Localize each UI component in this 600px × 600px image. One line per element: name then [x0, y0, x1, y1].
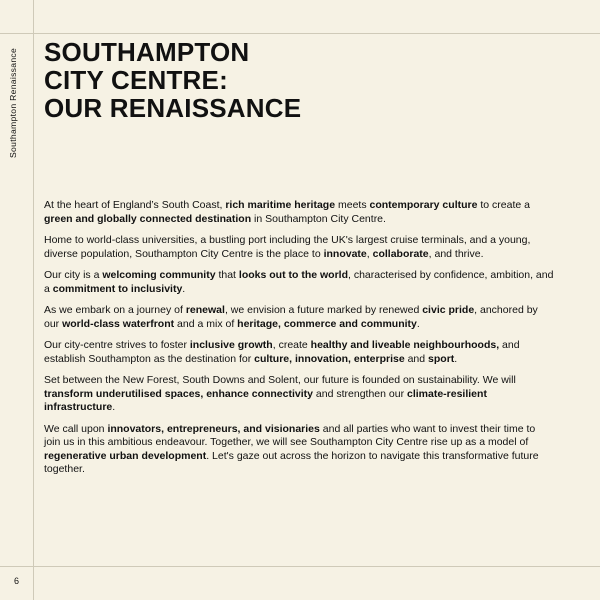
emphasis-text: innovate	[323, 247, 367, 260]
text-run: .	[112, 401, 116, 414]
emphasis-text: green and globally connected destination	[44, 212, 252, 225]
text-run: We call upon	[44, 422, 108, 435]
emphasis-text: regenerative urban development	[44, 449, 207, 462]
emphasis-text: climate-resilient infrastructure	[44, 387, 487, 414]
text-run: , create	[272, 338, 311, 351]
body-text	[44, 199, 554, 485]
emphasis-text: looks out to the world	[238, 268, 348, 281]
emphasis-text: welcoming community	[102, 268, 216, 281]
text-run: and	[404, 352, 429, 365]
emphasis-text: transform underutilised spaces, enhance connectivity	[44, 387, 313, 400]
text-run: .	[454, 352, 458, 365]
emphasis-text: world-class waterfront	[62, 317, 175, 330]
text-run: As we embark on a journey of	[44, 303, 186, 316]
text-run: Home to world-class universities, a bustling port including the UK's largest cruise terminals, and a young, diverse population, Southampton City Centre is the place to	[44, 233, 531, 260]
text-run: that	[215, 268, 239, 281]
text-run: in Southampton City Centre.	[251, 212, 386, 225]
bottom-margin-rule	[0, 566, 600, 567]
emphasis-text: civic pride	[422, 303, 475, 316]
top-margin-rule	[0, 33, 600, 34]
text-run: Set between the New Forest, South Downs and Solent, our future is founded on sustainability. We will	[44, 373, 516, 386]
text-run: to create a	[477, 199, 530, 211]
text-run: and establish Southampton as the destination for	[44, 338, 520, 365]
title-line: CITY CENTRE:	[44, 65, 228, 95]
paragraph	[44, 199, 554, 226]
emphasis-text: collaborate	[372, 247, 429, 260]
emphasis-text: rich maritime heritage	[225, 199, 336, 211]
emphasis-text: contemporary culture	[369, 199, 478, 211]
page-number: 6	[14, 576, 20, 586]
text-run: At the heart of England’s South Coast,	[44, 199, 226, 211]
emphasis-text: innovators, entrepreneurs, and visionaries	[107, 422, 320, 435]
title-line: OUR RENAISSANCE	[44, 93, 302, 123]
left-margin-rule	[33, 0, 34, 600]
paragraph	[44, 374, 554, 415]
emphasis-text: heritage, commerce and community	[237, 317, 417, 330]
text-run: .	[416, 317, 420, 330]
text-run: meets	[335, 199, 370, 211]
text-run: Our city-centre strives to foster	[44, 338, 190, 351]
paragraph	[44, 269, 554, 296]
text-run: and strengthen our	[313, 387, 407, 400]
side-section-label: Southampton Renaissance	[8, 47, 18, 158]
emphasis-text: commitment to inclusivity	[52, 282, 183, 295]
text-run: and a mix of	[174, 317, 238, 330]
text-run: and all parties who want to invest their time to join us in this ambitious endeavour. Together, we will see Southampton City Centre rise up as a model of	[44, 422, 536, 449]
emphasis-text: inclusive growth	[189, 338, 273, 351]
emphasis-text: healthy and liveable neighbourhoods,	[310, 338, 500, 351]
emphasis-text: sport	[428, 352, 455, 365]
text-run: , we envision a future marked by renewed	[224, 303, 423, 316]
text-run: , anchored by our	[44, 303, 538, 330]
paragraph	[44, 423, 554, 477]
paragraph	[44, 234, 554, 261]
emphasis-text: renewal	[185, 303, 225, 316]
page-title	[44, 38, 564, 122]
text-run: . Let's gaze out across the horizon to navigate this transformative future together.	[44, 449, 539, 476]
text-run: .	[182, 282, 186, 295]
text-run: , and thrive.	[428, 247, 484, 260]
title-line: SOUTHAMPTON	[44, 37, 250, 67]
emphasis-text: culture, innovation, enterprise	[254, 352, 405, 365]
paragraph	[44, 304, 554, 331]
text-run: Our city is a	[44, 268, 103, 281]
text-run: , characterised by confidence, ambition, and a	[44, 268, 554, 295]
text-run: ,	[366, 247, 373, 260]
paragraph	[44, 339, 554, 366]
